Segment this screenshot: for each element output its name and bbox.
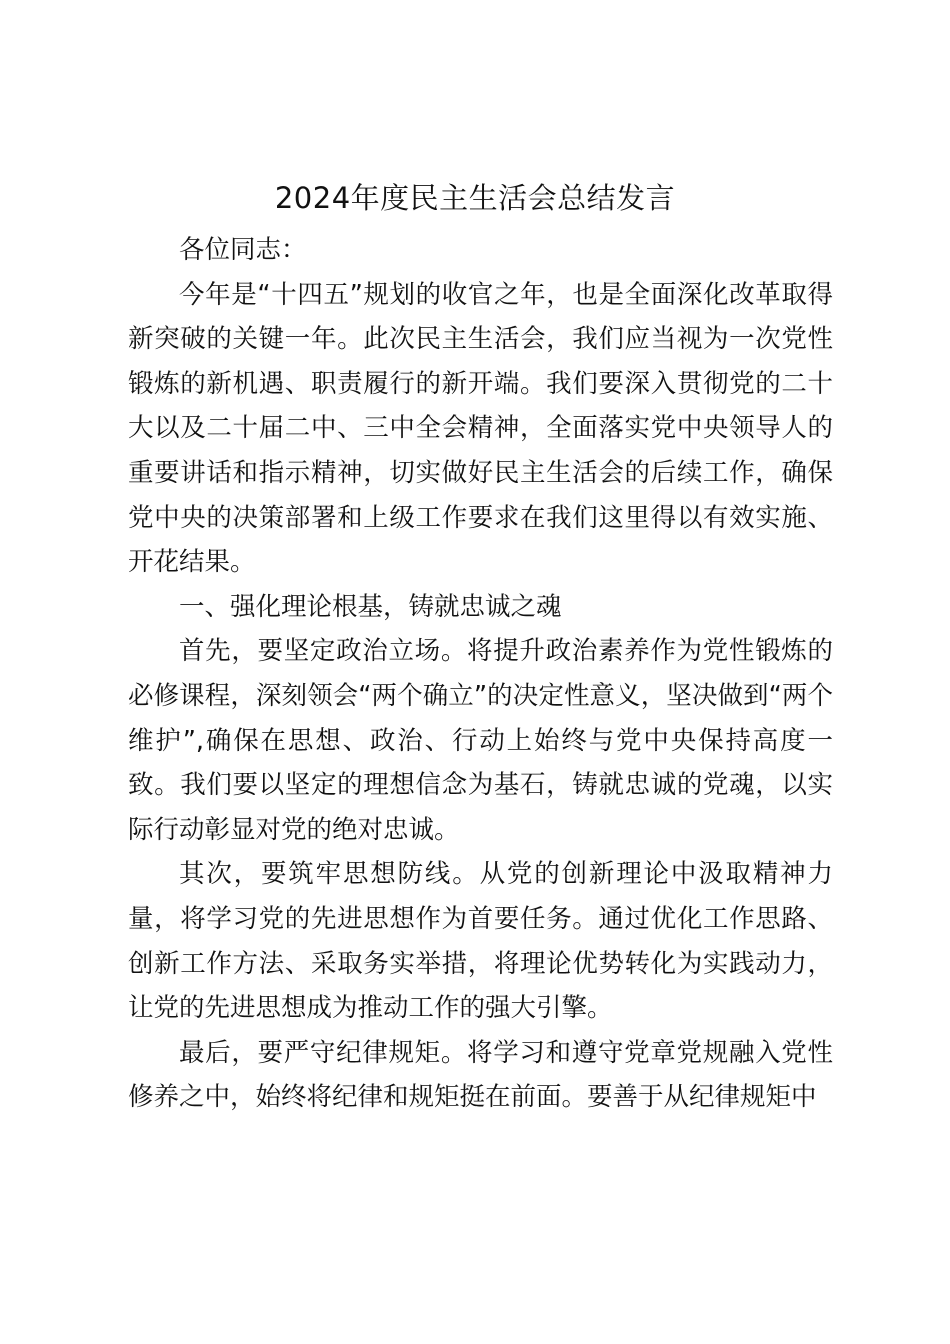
paragraph-first: 首先，要坚定政治立场。将提升政治素养作为党性锻炼的必修课程，深刻领会“两个确立”的决定性意义，坚决做到“两个维护”,确保在思想、政治、行动上始终与党中央保持高度一致。我们要以坚定的理想信念为基石，铸就忠诚的党魂，以实际行动彰显对党的绝对忠诚。 bbox=[128, 636, 833, 845]
section-heading: 一、强化理论根基，铸就忠诚之魂 bbox=[179, 591, 562, 622]
paragraph-intro: 今年是“十四五”规划的收官之年，也是全面深化改革取得新突破的关键一年。此次民主生活会，我们应当视为一次党性锻炼的新机遇、职责履行的新开端。我们要深入贯彻党的二十大以及二十届二中、三中全会精神，全面落实党中央领导人的重要讲话和指示精神，切实做好民主生活会的后续工作，确保党中央的决策部署和上级工作要求在我们这里得以有效实施、开花结果。 bbox=[128, 279, 833, 578]
document-body bbox=[128, 228, 833, 1120]
salutation: 各位同志： bbox=[179, 235, 307, 265]
paragraph-last: 最后，要严守纪律规矩。将学习和遵守党章党规融入党性修养之中，始终将纪律和规矩挺在前面。要善于从纪律规矩中 bbox=[128, 1037, 833, 1113]
paragraph-second: 其次，要筑牢思想防线。从党的创新理论中汲取精神力量，将学习党的先进思想作为首要任务。通过优化工作思路、创新工作方法、采取务实举措，将理论优势转化为实践动力，让党的先进思想成为推动工作的强大引擎。 bbox=[128, 859, 833, 1024]
document-title: 2024年度民主生活会总结发言 bbox=[274, 181, 676, 215]
